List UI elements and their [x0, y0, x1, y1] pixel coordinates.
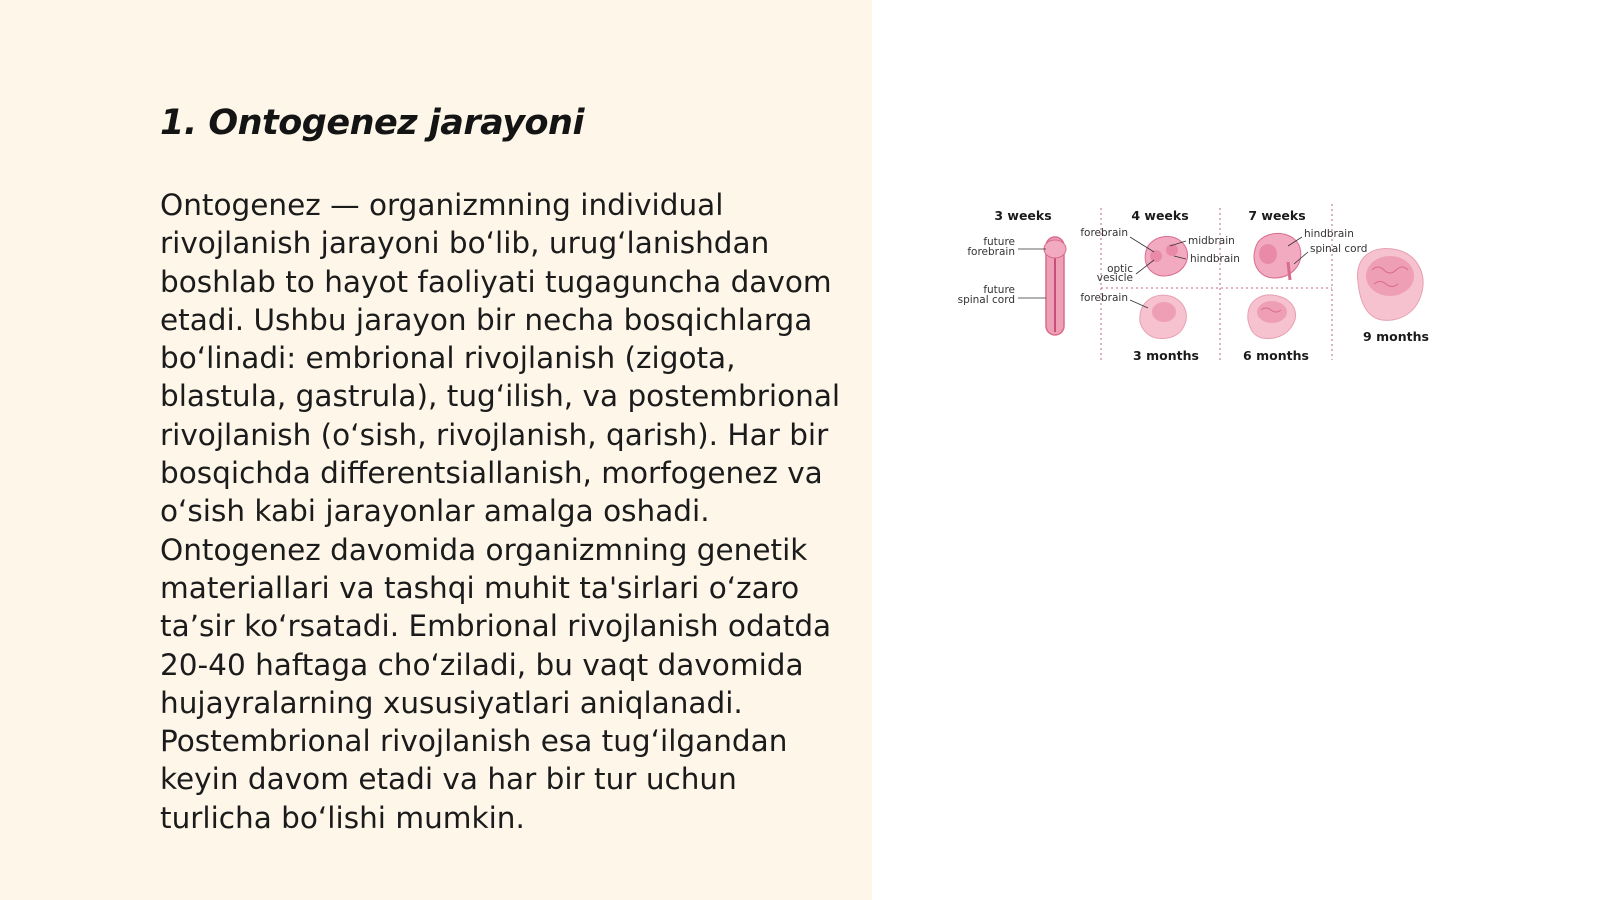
label-spinal-cord: spinal cord: [1310, 243, 1368, 255]
label-forebrain-3m: forebrain: [1080, 292, 1128, 304]
slide-body-text: Ontogenez — organizmning individual rivojlanish jarayoni bo‘lib, urug‘lanishdan boshlab to hayot faoliyati tugaguncha davom etadi. Ushbu jarayon bir necha bosqichlarga bo‘linadi: embrional rivojlanish (zigota, blastula, gastrula), tug‘ilish, va postembrional rivojlanish (o‘sish, rivojlanish, qarish). Har bir bosqichda differentsiallanish, morfogenez va o‘sish kabi jarayonlar amalga oshadi. Ontogenez davomida organizmning genetik materiallari va tashqi muhit ta'sirlari o‘zaro ta’sir ko‘rsatadi. Embrional rivojlanish odatda 20-40 haftaga cho‘ziladi, bu vaqt davomida hujayralarning xususiyatlari aniqlanadi. Postembrional rivojlanish esa tug‘ilgandan keyin davom etadi va har bir tur uchun turlicha bo‘lishi mumkin.: [160, 188, 841, 835]
stage-label-9-months: 9 months: [1363, 329, 1429, 344]
brain-7-weeks: [1254, 233, 1301, 280]
brain-6-months: [1248, 295, 1296, 339]
brain-development-figure: [958, 204, 1438, 374]
stage-label-3-months: 3 months: [1133, 348, 1199, 363]
slide-title: 1. Ontogenez jarayoni: [160, 103, 584, 143]
label-future-forebrain-2: forebrain: [967, 246, 1015, 258]
label-future-spinal-1: future: [983, 284, 1015, 296]
brain-9-months: [1357, 248, 1423, 320]
label-future-spinal-2: spinal cord: [958, 294, 1015, 306]
stage-label-6-months: 6 months: [1243, 348, 1309, 363]
stage-label-4-weeks: 4 weeks: [1131, 208, 1189, 223]
neural-tube-3-weeks: [1044, 237, 1066, 335]
label-hindbrain-4w: hindbrain: [1190, 253, 1240, 265]
brain-development-illustration: [958, 204, 1438, 374]
stage-label-3-weeks: 3 weeks: [994, 208, 1052, 223]
stage-dividers: [1101, 204, 1332, 360]
label-midbrain: midbrain: [1188, 235, 1235, 247]
stage-label-7-weeks: 7 weeks: [1248, 208, 1306, 223]
label-forebrain: forebrain: [1080, 227, 1128, 239]
label-optic: optic: [1107, 263, 1133, 275]
brain-3-months: [1140, 295, 1186, 338]
label-vesicle: vesicle: [1096, 272, 1133, 284]
label-future-forebrain-1: future: [983, 236, 1015, 248]
label-hindbrain-7w: hindbrain: [1304, 228, 1354, 240]
